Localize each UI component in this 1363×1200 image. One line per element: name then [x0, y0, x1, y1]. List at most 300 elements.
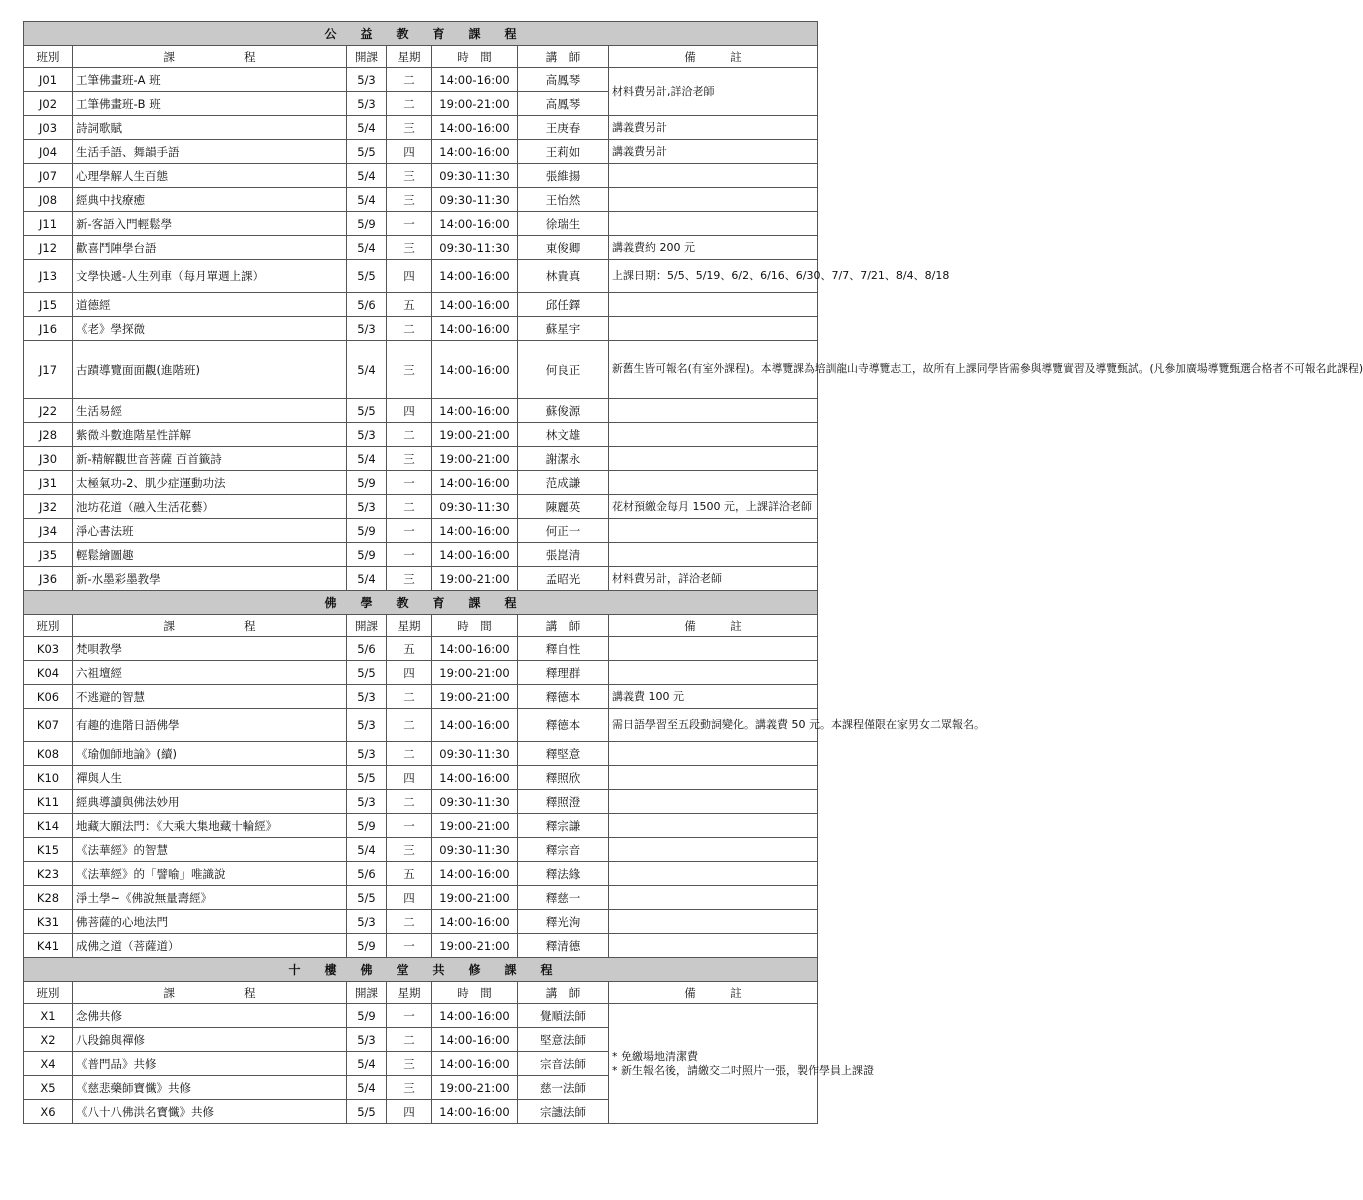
header-start: 開課	[347, 982, 387, 1004]
weekday: 一	[387, 543, 432, 567]
table-row	[24, 766, 818, 790]
table-row	[24, 742, 818, 766]
weekday: 一	[387, 934, 432, 958]
course-name: 《法華經》的「譬喻」唯識說	[73, 862, 347, 886]
header-teacher: 講 師	[518, 615, 609, 637]
column-header-row	[24, 982, 818, 1004]
weekday: 三	[387, 1052, 432, 1076]
header-class: 班別	[24, 46, 73, 68]
start-date: 5/3	[347, 68, 387, 92]
weekday: 三	[387, 567, 432, 591]
remarks	[609, 519, 818, 543]
start-date: 5/3	[347, 790, 387, 814]
class-code: K07	[24, 709, 73, 742]
start-date: 5/9	[347, 814, 387, 838]
header-teacher: 講 師	[518, 46, 609, 68]
start-date: 5/3	[347, 423, 387, 447]
class-code: J03	[24, 116, 73, 140]
class-time: 14:00-16:00	[432, 140, 518, 164]
table-row	[24, 212, 818, 236]
weekday: 四	[387, 886, 432, 910]
weekday: 二	[387, 910, 432, 934]
start-date: 5/3	[347, 1028, 387, 1052]
remarks	[609, 471, 818, 495]
weekday: 一	[387, 519, 432, 543]
class-code: J17	[24, 341, 73, 399]
start-date: 5/3	[347, 910, 387, 934]
class-code: J16	[24, 317, 73, 341]
teacher: 釋自性	[518, 637, 609, 661]
class-code: J12	[24, 236, 73, 260]
remarks	[609, 293, 818, 317]
class-time: 19:00-21:00	[432, 1076, 518, 1100]
start-date: 5/3	[347, 495, 387, 519]
class-code: K06	[24, 685, 73, 709]
table-row	[24, 838, 818, 862]
teacher: 釋堅意	[518, 742, 609, 766]
class-code: J02	[24, 92, 73, 116]
class-time: 09:30-11:30	[432, 164, 518, 188]
teacher: 邱任鐸	[518, 293, 609, 317]
teacher: 張崑清	[518, 543, 609, 567]
weekday: 四	[387, 1100, 432, 1124]
start-date: 5/4	[347, 341, 387, 399]
course-name: 《法華經》的智慧	[73, 838, 347, 862]
class-time: 19:00-21:00	[432, 934, 518, 958]
table-row	[24, 495, 818, 519]
course-name: 心理學解人生百態	[73, 164, 347, 188]
class-time: 14:00-16:00	[432, 116, 518, 140]
teacher: 徐瑞生	[518, 212, 609, 236]
teacher: 釋照欣	[518, 766, 609, 790]
teacher: 慈一法師	[518, 1076, 609, 1100]
start-date: 5/4	[347, 1076, 387, 1100]
teacher: 高鳳琴	[518, 68, 609, 92]
table-row	[24, 188, 818, 212]
remarks: 講義費 100 元	[609, 685, 818, 709]
header-time: 時 間	[432, 46, 518, 68]
table-row	[24, 862, 818, 886]
class-time: 09:30-11:30	[432, 495, 518, 519]
teacher: 釋慈一	[518, 886, 609, 910]
start-date: 5/5	[347, 766, 387, 790]
class-code: J13	[24, 260, 73, 293]
class-code: K28	[24, 886, 73, 910]
start-date: 5/5	[347, 140, 387, 164]
weekday: 一	[387, 1004, 432, 1028]
weekday: 二	[387, 742, 432, 766]
start-date: 5/9	[347, 1004, 387, 1028]
teacher: 王莉如	[518, 140, 609, 164]
remarks	[609, 543, 818, 567]
class-code: J01	[24, 68, 73, 92]
class-code: J15	[24, 293, 73, 317]
class-code: J34	[24, 519, 73, 543]
remark-line: * 新生報名後，請繳交二吋照片一張，製作學員上課證	[612, 1063, 874, 1077]
weekday: 二	[387, 68, 432, 92]
class-time: 14:00-16:00	[432, 68, 518, 92]
teacher: 林文雄	[518, 423, 609, 447]
teacher: 釋法緣	[518, 862, 609, 886]
class-code: X2	[24, 1028, 73, 1052]
start-date: 5/4	[347, 838, 387, 862]
teacher: 堅意法師	[518, 1028, 609, 1052]
weekday: 一	[387, 212, 432, 236]
table-row	[24, 886, 818, 910]
weekday: 三	[387, 116, 432, 140]
header-course: 課 程	[73, 982, 347, 1004]
teacher: 王庚春	[518, 116, 609, 140]
remark-line: * 免繳場地清潔費	[612, 1049, 698, 1063]
remarks	[609, 934, 818, 958]
weekday: 二	[387, 317, 432, 341]
remarks	[609, 423, 818, 447]
class-time: 09:30-11:30	[432, 236, 518, 260]
column-header-row	[24, 615, 818, 637]
weekday: 二	[387, 495, 432, 519]
teacher: 范成謙	[518, 471, 609, 495]
start-date: 5/3	[347, 92, 387, 116]
remarks: 上課日期：5/5、5/19、6/2、6/16、6/30、7/7、7/21、8/4、8/18	[609, 260, 818, 293]
weekday: 一	[387, 471, 432, 495]
class-code: J07	[24, 164, 73, 188]
class-code: K23	[24, 862, 73, 886]
class-time: 19:00-21:00	[432, 685, 518, 709]
class-time: 09:30-11:30	[432, 838, 518, 862]
course-name: 新-客語入門輕鬆學	[73, 212, 347, 236]
remarks	[609, 399, 818, 423]
class-code: J35	[24, 543, 73, 567]
teacher: 蘇星宇	[518, 317, 609, 341]
start-date: 5/9	[347, 212, 387, 236]
course-name: 《老》學探微	[73, 317, 347, 341]
class-code: K11	[24, 790, 73, 814]
course-name: 有趣的進階日語佛學	[73, 709, 347, 742]
class-time: 14:00-16:00	[432, 293, 518, 317]
teacher: 釋宗音	[518, 838, 609, 862]
course-name: 成佛之道（菩薩道）	[73, 934, 347, 958]
weekday: 三	[387, 236, 432, 260]
teacher: 蘇俊源	[518, 399, 609, 423]
section-title-row	[24, 22, 818, 46]
weekday: 二	[387, 790, 432, 814]
section-title: 公 益 教 育 課 程	[24, 22, 818, 46]
remarks: 材料費另計,詳洽老師	[609, 68, 818, 116]
class-code: K10	[24, 766, 73, 790]
teacher: 宗音法師	[518, 1052, 609, 1076]
weekday: 三	[387, 341, 432, 399]
remarks	[609, 317, 818, 341]
weekday: 三	[387, 838, 432, 862]
start-date: 5/6	[347, 293, 387, 317]
header-course: 課 程	[73, 615, 347, 637]
table-row	[24, 68, 818, 92]
start-date: 5/4	[347, 447, 387, 471]
header-course: 課 程	[73, 46, 347, 68]
header-weekday: 星期	[387, 615, 432, 637]
table-row	[24, 471, 818, 495]
course-name: 道德經	[73, 293, 347, 317]
remarks	[609, 742, 818, 766]
course-name: 淨土學~《佛說無量壽經》	[73, 886, 347, 910]
section-title-row	[24, 591, 818, 615]
table-row	[24, 341, 818, 399]
table-row	[24, 1004, 818, 1028]
class-code: K03	[24, 637, 73, 661]
weekday: 三	[387, 447, 432, 471]
teacher: 釋宗謙	[518, 814, 609, 838]
class-time: 19:00-21:00	[432, 661, 518, 685]
teacher: 陳麗英	[518, 495, 609, 519]
column-header-row	[24, 46, 818, 68]
teacher: 高鳳琴	[518, 92, 609, 116]
start-date: 5/5	[347, 260, 387, 293]
table-row	[24, 317, 818, 341]
teacher: 謝潔永	[518, 447, 609, 471]
start-date: 5/9	[347, 934, 387, 958]
course-name: 新-精解觀世音菩薩 百首籤詩	[73, 447, 347, 471]
table-row	[24, 293, 818, 317]
remarks	[609, 212, 818, 236]
course-name: 不逃避的智慧	[73, 685, 347, 709]
remarks	[609, 862, 818, 886]
table-row	[24, 423, 818, 447]
class-code: J32	[24, 495, 73, 519]
class-time: 14:00-16:00	[432, 519, 518, 543]
teacher: 釋清德	[518, 934, 609, 958]
course-name: 禪與人生	[73, 766, 347, 790]
class-time: 09:30-11:30	[432, 742, 518, 766]
class-time: 14:00-16:00	[432, 212, 518, 236]
class-time: 19:00-21:00	[432, 447, 518, 471]
weekday: 四	[387, 260, 432, 293]
start-date: 5/3	[347, 685, 387, 709]
table-row	[24, 685, 818, 709]
section-title: 十 樓 佛 堂 共 修 課 程	[24, 958, 818, 982]
weekday: 二	[387, 709, 432, 742]
class-code: K41	[24, 934, 73, 958]
class-code: J30	[24, 447, 73, 471]
class-time: 14:00-16:00	[432, 1100, 518, 1124]
course-name: 六祖壇經	[73, 661, 347, 685]
header-time: 時 間	[432, 615, 518, 637]
remarks	[609, 164, 818, 188]
course-name: 《八十八佛洪名寶懺》共修	[73, 1100, 347, 1124]
remarks	[609, 188, 818, 212]
table-row	[24, 567, 818, 591]
start-date: 5/4	[347, 567, 387, 591]
start-date: 5/9	[347, 519, 387, 543]
course-name: 地藏大願法門：《大乘大集地藏十輪經》	[73, 814, 347, 838]
teacher: 覺順法師	[518, 1004, 609, 1028]
course-name: 淨心書法班	[73, 519, 347, 543]
class-code: X4	[24, 1052, 73, 1076]
course-name: 《慈悲藥師寶懺》共修	[73, 1076, 347, 1100]
class-time: 14:00-16:00	[432, 709, 518, 742]
remarks: 講義費另計	[609, 140, 818, 164]
remarks: 材料費另計，詳洽老師	[609, 567, 818, 591]
remarks	[609, 661, 818, 685]
course-name: 太極氣功-2、肌少症運動功法	[73, 471, 347, 495]
table-row	[24, 543, 818, 567]
start-date: 5/6	[347, 862, 387, 886]
section-title-row	[24, 958, 818, 982]
start-date: 5/5	[347, 886, 387, 910]
course-name: 古蹟導覽面面觀(進階班)	[73, 341, 347, 399]
weekday: 三	[387, 1076, 432, 1100]
class-code: J31	[24, 471, 73, 495]
header-teacher: 講 師	[518, 982, 609, 1004]
course-name: 經典導讀與佛法妙用	[73, 790, 347, 814]
remarks	[609, 814, 818, 838]
class-code: J36	[24, 567, 73, 591]
class-time: 19:00-21:00	[432, 814, 518, 838]
class-time: 14:00-16:00	[432, 637, 518, 661]
remarks	[609, 910, 818, 934]
weekday: 二	[387, 423, 432, 447]
weekday: 一	[387, 814, 432, 838]
remarks	[609, 1004, 874, 1124]
class-time: 14:00-16:00	[432, 1052, 518, 1076]
table-row	[24, 709, 818, 742]
weekday: 五	[387, 637, 432, 661]
remarks	[609, 790, 818, 814]
weekday: 四	[387, 766, 432, 790]
course-name: 生活手語、舞韻手語	[73, 140, 347, 164]
teacher: 林貴真	[518, 260, 609, 293]
table-row	[24, 140, 818, 164]
weekday: 四	[387, 661, 432, 685]
header-weekday: 星期	[387, 982, 432, 1004]
class-time: 14:00-16:00	[432, 543, 518, 567]
remarks	[609, 447, 818, 471]
schedule-table	[23, 21, 1363, 1124]
header-weekday: 星期	[387, 46, 432, 68]
table-row	[24, 260, 818, 293]
start-date: 5/4	[347, 164, 387, 188]
start-date: 5/9	[347, 471, 387, 495]
class-time: 14:00-16:00	[432, 317, 518, 341]
table-row	[24, 447, 818, 471]
header-time: 時 間	[432, 982, 518, 1004]
teacher: 釋德本	[518, 709, 609, 742]
start-date: 5/5	[347, 661, 387, 685]
class-code: K31	[24, 910, 73, 934]
course-name: 生活易經	[73, 399, 347, 423]
header-note: 備 註	[609, 46, 818, 68]
class-code: J28	[24, 423, 73, 447]
class-time: 14:00-16:00	[432, 471, 518, 495]
teacher: 釋照澄	[518, 790, 609, 814]
teacher: 釋光洵	[518, 910, 609, 934]
teacher: 何良正	[518, 341, 609, 399]
remarks: 講義費約 200 元	[609, 236, 818, 260]
remarks: 需日語學習至五段動詞變化。講義費 50 元。本課程僅限在家男女二眾報名。	[609, 709, 818, 742]
schedule-body	[24, 22, 1363, 1124]
class-code: K14	[24, 814, 73, 838]
course-name: 念佛共修	[73, 1004, 347, 1028]
header-start: 開課	[347, 46, 387, 68]
class-time: 19:00-21:00	[432, 423, 518, 447]
start-date: 5/5	[347, 399, 387, 423]
weekday: 五	[387, 293, 432, 317]
table-row	[24, 661, 818, 685]
course-name: 文學快遞-人生列車（每月單週上課）	[73, 260, 347, 293]
teacher: 釋理群	[518, 661, 609, 685]
course-name: 池坊花道（融入生活花藝）	[73, 495, 347, 519]
class-code: X1	[24, 1004, 73, 1028]
table-row	[24, 164, 818, 188]
weekday: 五	[387, 862, 432, 886]
weekday: 二	[387, 92, 432, 116]
class-code: X6	[24, 1100, 73, 1124]
course-name: 新-水墨彩墨教學	[73, 567, 347, 591]
start-date: 5/9	[347, 543, 387, 567]
table-row	[24, 910, 818, 934]
class-time: 19:00-21:00	[432, 567, 518, 591]
weekday: 二	[387, 1028, 432, 1052]
remarks	[609, 886, 818, 910]
course-name: 詩詞歌賦	[73, 116, 347, 140]
class-time: 14:00-16:00	[432, 910, 518, 934]
start-date: 5/4	[347, 1052, 387, 1076]
start-date: 5/3	[347, 709, 387, 742]
table-row	[24, 519, 818, 543]
header-note: 備 註	[609, 982, 818, 1004]
section-title: 佛 學 教 育 課 程	[24, 591, 818, 615]
teacher: 孟昭光	[518, 567, 609, 591]
class-time: 14:00-16:00	[432, 260, 518, 293]
course-name: 經典中找療癒	[73, 188, 347, 212]
class-time: 14:00-16:00	[432, 862, 518, 886]
teacher: 張維揚	[518, 164, 609, 188]
teacher: 東俊卿	[518, 236, 609, 260]
header-class: 班別	[24, 982, 73, 1004]
start-date: 5/5	[347, 1100, 387, 1124]
teacher: 何正一	[518, 519, 609, 543]
weekday: 四	[387, 399, 432, 423]
start-date: 5/6	[347, 637, 387, 661]
teacher: 釋德本	[518, 685, 609, 709]
weekday: 三	[387, 188, 432, 212]
class-code: K15	[24, 838, 73, 862]
table-row	[24, 814, 818, 838]
course-name: 工筆佛畫班-B 班	[73, 92, 347, 116]
class-time: 14:00-16:00	[432, 766, 518, 790]
course-name: 梵唄教學	[73, 637, 347, 661]
class-time: 14:00-16:00	[432, 399, 518, 423]
table-row	[24, 790, 818, 814]
class-code: J04	[24, 140, 73, 164]
weekday: 二	[387, 685, 432, 709]
course-name: 紫微斗數進階星性詳解	[73, 423, 347, 447]
class-time: 19:00-21:00	[432, 92, 518, 116]
course-name: 輕鬆繪圖趣	[73, 543, 347, 567]
remarks	[609, 637, 818, 661]
class-time: 14:00-16:00	[432, 1004, 518, 1028]
start-date: 5/4	[347, 188, 387, 212]
table-row	[24, 934, 818, 958]
start-date: 5/4	[347, 116, 387, 140]
start-date: 5/4	[347, 236, 387, 260]
remarks	[609, 838, 818, 862]
teacher: 王怡然	[518, 188, 609, 212]
class-time: 09:30-11:30	[432, 188, 518, 212]
teacher: 宗譓法師	[518, 1100, 609, 1124]
table-row	[24, 236, 818, 260]
course-name: 歡喜鬥陣學台語	[73, 236, 347, 260]
weekday: 三	[387, 164, 432, 188]
